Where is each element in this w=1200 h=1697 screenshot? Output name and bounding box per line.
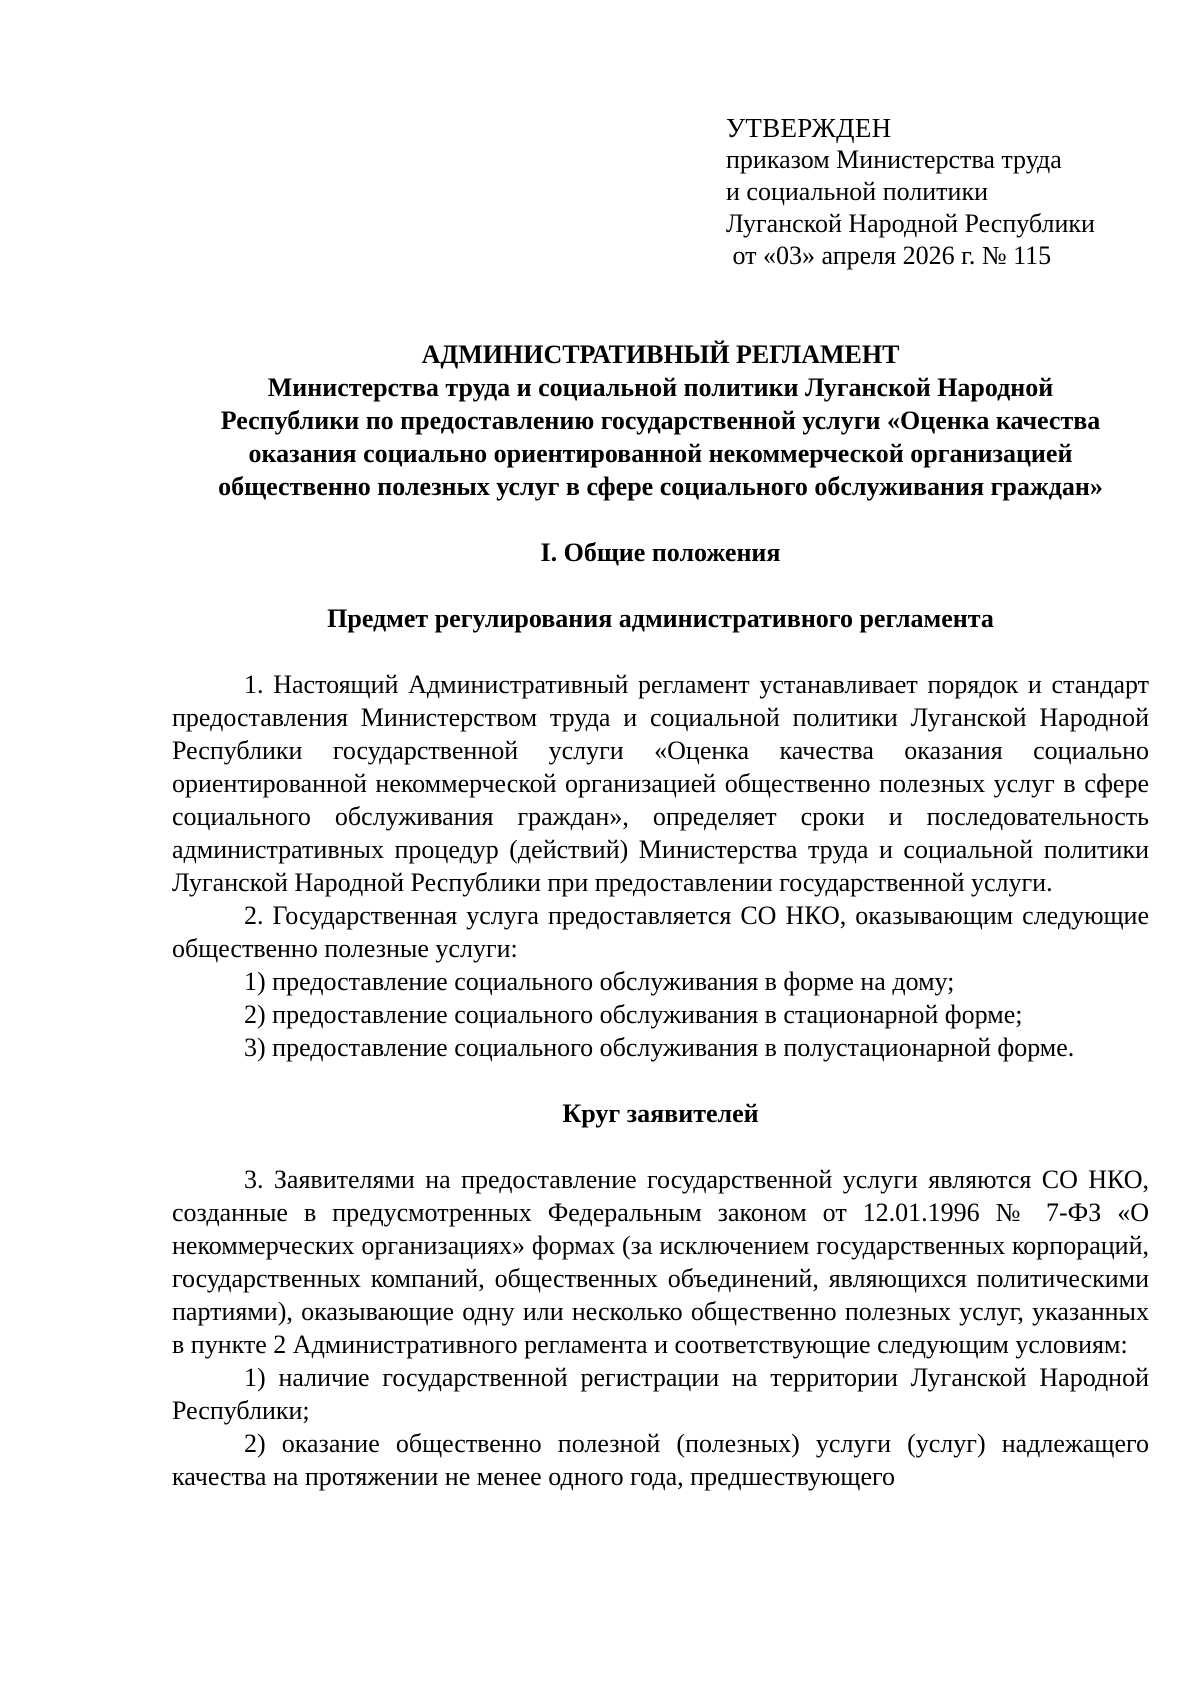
list-item: 1) предоставление социального обслуживания в форме на дому; [244,967,955,996]
document-title-line: АДМИНИСТРАТИВНЫЙ РЕГЛАМЕНТ [421,340,900,369]
document-title-line: общественно полезных услуг в сфере социального обслуживания граждан» [218,472,1103,501]
document-title-line: Республики по предоставлению государственной услуги «Оценка качества [220,406,1101,435]
section-heading: I. Общие положения [540,538,781,567]
approval-line: Луганской Народной Республики [726,209,1095,238]
paragraph: 2. Государственная услуга предоставляется СО НКО, оказывающим следующие общественно полезные услуги: [172,901,1149,963]
document-title-line: Министерства труда и социальной политики Луганской Народной [267,373,1054,402]
approval-line: и социальной политики [726,177,988,206]
approval-line: приказом Министерства труда [726,145,1062,174]
document-title-line: оказания социально ориентированной некоммерческой организацией [248,439,1073,468]
document-title [172,338,1149,503]
paragraph: 1. Настоящий Административный регламент устанавливает порядок и стандарт предоставления Министерством труда и социальной политики Луганской Народной Республики государственной услуги «Оценка качества оказания социально ориентированной некоммерческой организацией общественно полезных услуг в сфере социального обслуживания граждан», определяет сроки и последовательность административных процедур (действий) Министерства труда и социальной политики Луганской Народной Республики при предоставлении государственной услуги. [172,670,1149,897]
approval-line: от «03» апреля 2026 г. № 115 [726,241,1052,270]
list-item: 2) предоставление социального обслуживания в стационарной форме; [244,1000,1023,1029]
list-item: 2) оказание общественно полезной (полезных) услуги (услуг) надлежащего качества на протяжении не менее одного года, предшествующего [172,1429,1149,1491]
subsection-heading: Предмет регулирования административного регламента [327,604,994,633]
subsection-heading: Круг заявителей [562,1099,759,1128]
paragraph: 3. Заявителями на предоставление государственной услуги являются СО НКО, созданные в предусмотренных Федеральным законом от 12.01.1996 № 7-ФЗ «О некоммерческих организациях» формах (за исключением государственных корпораций, государственных компаний, общественных объединений, являющихся политическими партиями), оказывающие одну или несколько общественно полезных услуг, указанных в пункте 2 Административного регламента и соответствующие следующим условиям: [172,1165,1149,1359]
document-body [172,338,1149,1493]
approval-title: УТВЕРЖДЕН [726,113,892,143]
list-item: 3) предоставление социального обслуживания в полустационарной форме. [244,1033,1075,1062]
list-item: 1) наличие государственной регистрации на территории Луганской Народной Республики; [172,1363,1149,1425]
approval-stamp-block [726,112,1166,272]
